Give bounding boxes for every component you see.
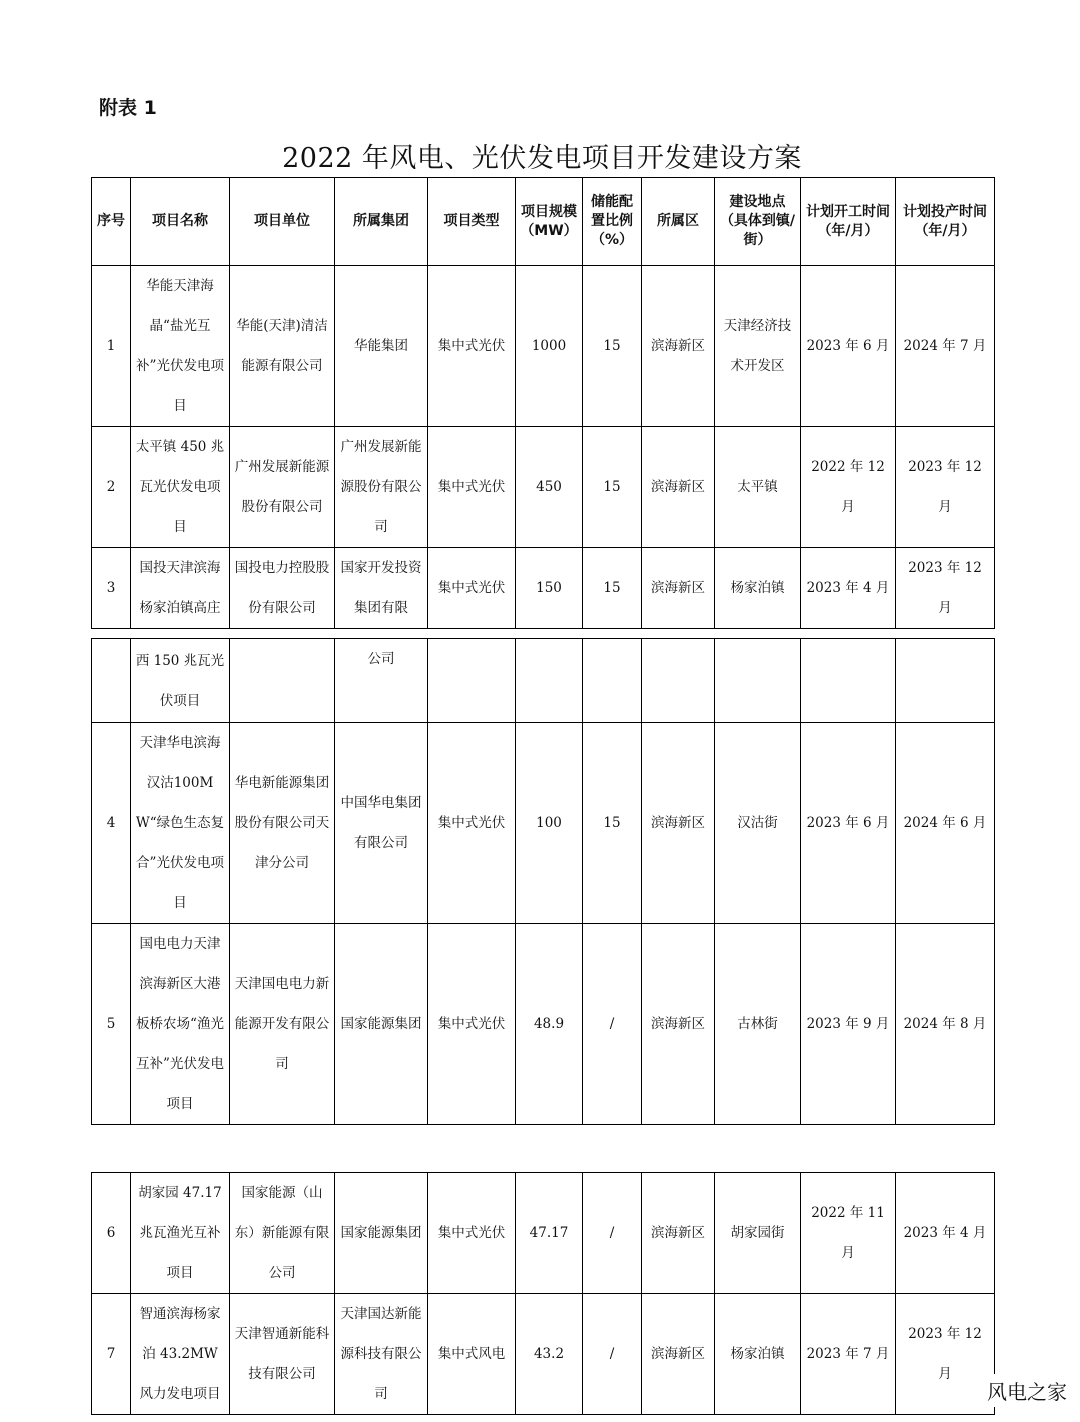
cell-group: 中国华电集团有限公司 [335,723,428,924]
cell-scale: 47.17 [516,1173,583,1294]
table-row-continued [92,639,995,723]
cell-scale: 450 [516,427,583,548]
cell-seq [92,639,131,723]
cell-group: 国家开发投资集团有限 [335,548,428,629]
watermark-text: 风电之家 [983,1374,1071,1407]
table-header-row [92,178,995,266]
cell-group: 国家能源集团 [335,1173,428,1294]
table-row [92,1173,995,1294]
cell-unit [230,639,335,723]
cell-name: 华能天津海晶“盐光互补”光伏发电项目 [131,266,230,427]
cell-group: 华能集团 [335,266,428,427]
table-row [92,427,995,548]
cell-seq: 1 [92,266,131,427]
cell-scale [516,639,583,723]
cell-site: 太平镇 [715,427,801,548]
cell-site: 胡家园街 [715,1173,801,1294]
cell-unit: 华能(天津)清洁能源有限公司 [230,266,335,427]
cell-storage: / [583,1294,642,1415]
project-table-page-3 [91,1172,995,1415]
cell-start: 2022 年 12 月 [801,427,896,548]
table-row [92,1294,995,1415]
cell-group: 广州发展新能源股份有限公司 [335,427,428,548]
header-storage: 储能配置比例（%） [583,178,642,266]
cell-type: 集中式光伏 [428,266,516,427]
cell-unit: 天津智通新能科技有限公司 [230,1294,335,1415]
cell-operation: 2023 年 12 月 [896,548,995,629]
cell-type: 集中式光伏 [428,723,516,924]
cell-district: 滨海新区 [642,1173,715,1294]
cell-start: 2023 年 6 月 [801,723,896,924]
cell-group: 公司 [335,639,428,723]
cell-site: 杨家泊镇 [715,1294,801,1415]
table-row [92,266,995,427]
cell-district: 滨海新区 [642,1294,715,1415]
cell-storage: 15 [583,427,642,548]
document-title: 2022 年风电、光伏发电项目开发建设方案 [282,143,802,174]
cell-unit: 广州发展新能源股份有限公司 [230,427,335,548]
cell-unit: 华电新能源集团股份有限公司天津分公司 [230,723,335,924]
header-district: 所属区 [642,178,715,266]
project-table-page-2 [91,638,995,1125]
cell-operation [896,639,995,723]
cell-name: 智通滨海杨家泊 43.2MW 风力发电项目 [131,1294,230,1415]
cell-operation: 2024 年 8 月 [896,924,995,1125]
cell-name: 国电电力天津滨海新区大港板桥农场“渔光互补”光伏发电项目 [131,924,230,1125]
cell-seq: 2 [92,427,131,548]
cell-storage: 15 [583,266,642,427]
cell-site: 杨家泊镇 [715,548,801,629]
cell-scale: 150 [516,548,583,629]
project-table-page-1 [91,177,995,629]
cell-site: 天津经济技术开发区 [715,266,801,427]
cell-name: 国投天津滨海杨家泊镇高庄 [131,548,230,629]
cell-operation: 2024 年 7 月 [896,266,995,427]
appendix-label: 附表 1 [99,97,157,119]
cell-storage: 15 [583,548,642,629]
cell-seq: 7 [92,1294,131,1415]
cell-type: 集中式风电 [428,1294,516,1415]
cell-scale: 100 [516,723,583,924]
cell-name: 西 150 兆瓦光伏项目 [131,639,230,723]
table-row [92,723,995,924]
header-name: 项目名称 [131,178,230,266]
cell-storage: 15 [583,723,642,924]
cell-type: 集中式光伏 [428,1173,516,1294]
cell-unit: 国投电力控股股份有限公司 [230,548,335,629]
cell-name: 天津华电滨海汉沽100MW“绿色生态复合”光伏发电项目 [131,723,230,924]
cell-type: 集中式光伏 [428,548,516,629]
header-site: 建设地点（具体到镇/街） [715,178,801,266]
cell-district: 滨海新区 [642,924,715,1125]
cell-scale: 48.9 [516,924,583,1125]
cell-type: 集中式光伏 [428,924,516,1125]
cell-type [428,639,516,723]
cell-name: 胡家园 47.17 兆瓦渔光互补项目 [131,1173,230,1294]
cell-storage: / [583,1173,642,1294]
cell-site: 汉沽街 [715,723,801,924]
cell-seq: 4 [92,723,131,924]
cell-district: 滨海新区 [642,427,715,548]
cell-start [801,639,896,723]
cell-start: 2023 年 6 月 [801,266,896,427]
cell-start: 2023 年 7 月 [801,1294,896,1415]
cell-start: 2023 年 9 月 [801,924,896,1125]
header-operation: 计划投产时间（年/月） [896,178,995,266]
cell-name: 太平镇 450 兆瓦光伏发电项目 [131,427,230,548]
cell-district: 滨海新区 [642,548,715,629]
header-unit: 项目单位 [230,178,335,266]
cell-district [642,639,715,723]
table-row [92,548,995,629]
cell-seq: 3 [92,548,131,629]
header-start: 计划开工时间（年/月） [801,178,896,266]
cell-storage [583,639,642,723]
header-seq: 序号 [92,178,131,266]
cell-unit: 国家能源（山东）新能源有限公司 [230,1173,335,1294]
header-scale: 项目规模（MW） [516,178,583,266]
cell-seq: 6 [92,1173,131,1294]
cell-operation: 2023 年 12 月 [896,427,995,548]
cell-group: 国家能源集团 [335,924,428,1125]
table-row [92,924,995,1125]
cell-district: 滨海新区 [642,266,715,427]
cell-district: 滨海新区 [642,723,715,924]
cell-operation: 2023 年 12 月 [896,1294,995,1415]
cell-group: 天津国达新能源科技有限公司 [335,1294,428,1415]
cell-scale: 1000 [516,266,583,427]
cell-site [715,639,801,723]
cell-site: 古林街 [715,924,801,1125]
cell-unit: 天津国电电力新能源开发有限公司 [230,924,335,1125]
cell-start: 2022 年 11 月 [801,1173,896,1294]
cell-operation: 2024 年 6 月 [896,723,995,924]
cell-operation: 2023 年 4 月 [896,1173,995,1294]
header-group: 所属集团 [335,178,428,266]
header-type: 项目类型 [428,178,516,266]
cell-storage: / [583,924,642,1125]
cell-type: 集中式光伏 [428,427,516,548]
cell-start: 2023 年 4 月 [801,548,896,629]
cell-scale: 43.2 [516,1294,583,1415]
cell-seq: 5 [92,924,131,1125]
